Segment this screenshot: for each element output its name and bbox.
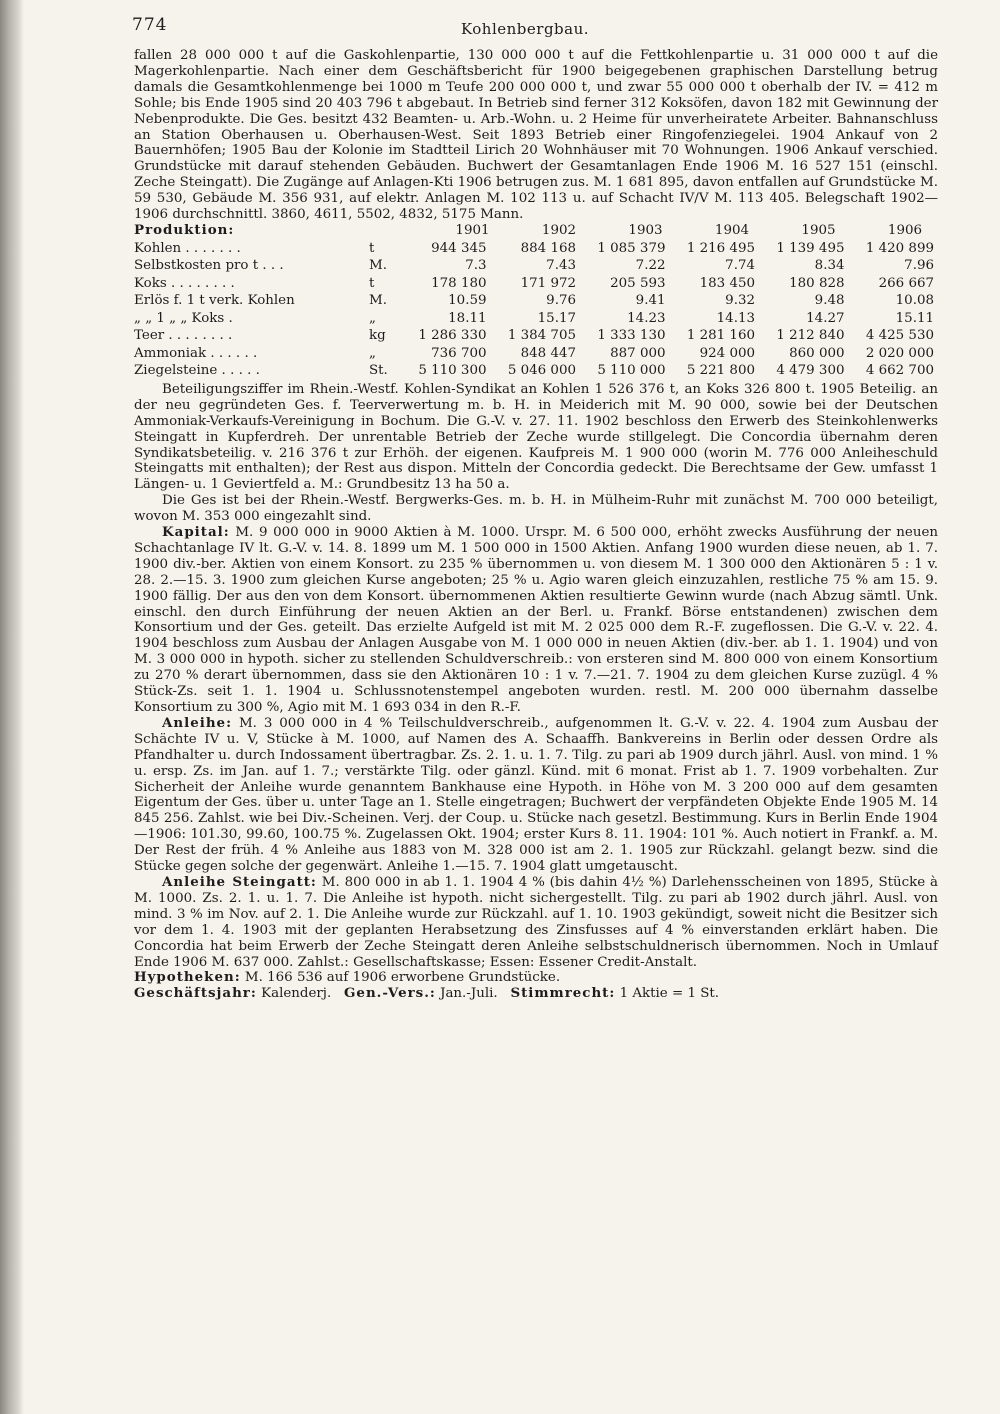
anleihe-paragraph bbox=[134, 716, 938, 875]
production-table bbox=[134, 241, 938, 381]
geschaeftsjahr-value: Kalenderj. bbox=[261, 986, 332, 1002]
production-value: 860 000 bbox=[789, 345, 845, 361]
anleihe-text: M. 3 000 000 in 4 % Teilschuldverschreib., aufgenommen lt. G.-V. v. 22. 4. 1904 zum Ausbau der Schächte IV u. V, Stücke à M. 1000, auf Namen des A. Schaaffh. Bankvereins in Berlin oder dessen Ordre als Pfandhalter u. durch Indossament übertragbar. Zs. 2. 1. u. 1. 7. Tilg. zu pari ab 1909 durch jährl. Ausl. von mind. 1 % u. ersp. Zs. im Jan. auf 1. 7.; verstärkte Tilg. oder gänzl. Künd. mit 6 monat. Frist ab 1. 7. 1909 vorbehalten. Zur Sicherheit der Anleihe wurde genanntem Bankhause eine Hypoth. in Höhe von M. 3 200 000 auf dem gesamten Eigentum der Ges. über u. unter Tage an 1. Stelle eingetragen; Buchwert der verpfändeten Objekte Ende 1905 M. 14 845 256. Zahlst. wie bei Div.-Scheinen. Verj. der Coup. u. Stücke nach gesetzl. Bestimmung. Kurs in Berlin Ende 1904—1906: 101.30, 99.60, 100.75 %. Zugelassen Okt. 1904; erster Kurs 8. 11. 1904: 101 %. Auch notiert in Frankf. a. M. Der Rest der früh. 4 % Anleihe aus 1883 von M. 328 000 ist am 2. 1. 1905 zur Rückzahl. gelangt bezw. sind die Stücke gegen solche der gegenwärt. Anleihe 1.—15. 7. 1904 glatt umgetauscht. bbox=[134, 715, 938, 875]
production-row-unit: M. bbox=[369, 293, 387, 309]
production-value: 1 139 495 bbox=[776, 240, 845, 256]
production-value: 178 180 bbox=[431, 275, 487, 291]
beteiligung-paragraph: Beteiligungsziffer im Rhein.-Westf. Kohlen-Syndikat an Kohlen 1 526 376 t, an Koks 326 800 t. 1905 Beteilig. an der neu gegründeten Ges. f. Teerverwertung m. b. H. in Meiderich mit M. 90 000, sowie bei der Deutschen Ammoniak-Verkaufs-Vereinigung in Bochum. Die G.-V. v. 27. 11. 1902 beschloss den Erwerb des Steinkohlenwerks Steingatt in Kupferdreh. Der unrentable Betrieb der Zeche wurde stillgelegt. Die Concordia übernahm deren Syndikatsbeteilig. v. 216 376 t zur Erhöh. der eigenen. Kaufpreis M. 1 900 000 (worin M. 776 000 Anleiheschuld Steingatts mit enthalten); der Rest aus dispon. Mitteln der Concordia gedeckt. Die Berechtsame der Gew. umfasst 1 Längen- u. 1 Geviertfeld a. M.: Grundbesitz 13 ha 50 a. bbox=[134, 381, 938, 493]
production-value: 887 000 bbox=[610, 345, 666, 361]
production-row bbox=[134, 346, 938, 364]
hypotheken-label: Hypotheken: bbox=[134, 969, 241, 986]
production-value: 5 110 000 bbox=[597, 363, 666, 379]
production-value: 884 168 bbox=[520, 240, 576, 256]
production-row-label: Erlös f. 1 t verk. Kohlen bbox=[134, 293, 295, 309]
production-value: 5 221 800 bbox=[686, 363, 755, 379]
production-value: 18.11 bbox=[448, 310, 487, 326]
production-row bbox=[134, 293, 938, 311]
production-value: 1 384 705 bbox=[507, 328, 576, 344]
production-row-unit: M. bbox=[369, 258, 387, 274]
page-header bbox=[112, 15, 938, 48]
production-value: 183 450 bbox=[699, 275, 755, 291]
production-years bbox=[401, 223, 938, 239]
production-value: 7.22 bbox=[635, 258, 666, 274]
intro-paragraph: fallen 28 000 000 t auf die Gaskohlenpartie, 130 000 000 t auf die Fettkohlenpartie u. 31 000 000 t auf die Magerkohlenpartie. Nach einer dem Geschäftsbericht für 1900 beigegebenen graphischen Darstellung betrug damals die Gesamtkohlenmenge bei 1000 m Teufe 200 000 000 t, und zwar 55 000 000 t oberhalb der IV. = 412 m Sohle; bis Ende 1905 sind 20 403 796 t abgebaut. In Betrieb sind ferner 312 Koksöfen, davon 182 mit Gewinnung der Nebenprodukte. Die Ges. besitzt 432 Beamten- u. Arb.-Wohn. u. 2 Heime für unverheiratete Arbeiter. Bahnanschluss an Station Oberhausen u. Oberhausen-West. Seit 1893 Betrieb einer Ringofenziegelei. 1904 Ankauf von 2 Bauernhöfen; 1905 Bau der Kolonie im Stadtteil Lirich 20 Wohnhäuser mit 70 Wohnungen. 1906 Ankauf verschied. Grundstücke mit darauf stehenden Gebäuden. Buchwert der Gesamtanlagen Ende 1906 M. 16 527 151 (einschl. Zeche Steingatt). Die Zugänge auf Anlagen-Kti 1906 betrugen zus. M. 1 681 895, davon entfallen auf Grundstücke M. 59 530, Gebäude M. 356 931, auf elektr. Anlagen M. 102 113 u. auf Schacht IV/V M. 113 405. Belegschaft 1902—1906 durchschnittl. 3860, 4611, 5502, 4832, 5175 Mann. bbox=[134, 48, 938, 223]
stimmrecht-value: 1 Aktie = 1 St. bbox=[619, 986, 720, 1002]
kapital-label: Kapital: bbox=[162, 524, 230, 541]
production-row-unit: „ bbox=[369, 310, 376, 326]
production-row bbox=[134, 363, 938, 381]
production-row-label: Selbstkosten pro t . . . bbox=[134, 258, 284, 274]
production-row-label: Ziegelsteine . . . . . bbox=[134, 363, 260, 379]
production-row-unit: t bbox=[369, 240, 375, 256]
production-value: 9.48 bbox=[814, 293, 845, 309]
production-value: 1 085 379 bbox=[597, 240, 666, 256]
production-value: 1 333 130 bbox=[597, 328, 666, 344]
production-value: 8.34 bbox=[814, 258, 845, 274]
book-binding-edge bbox=[0, 0, 24, 1414]
running-title: Kohlenbergbau. bbox=[460, 20, 590, 38]
production-value: 171 972 bbox=[520, 275, 576, 291]
production-row-unit: t bbox=[369, 275, 375, 291]
production-row-label: Kohlen . . . . . . . bbox=[134, 240, 241, 256]
production-value: 14.23 bbox=[627, 310, 666, 326]
year-header: 1906 bbox=[887, 222, 922, 238]
production-value: 9.41 bbox=[635, 293, 666, 309]
production-value: 9.76 bbox=[546, 293, 576, 309]
geschaeftsjahr-label: Geschäftsjahr: bbox=[134, 985, 257, 1002]
anleihe-steingatt-paragraph bbox=[134, 875, 938, 970]
production-value: 205 593 bbox=[610, 275, 666, 291]
year-header: 1902 bbox=[541, 222, 576, 238]
gen-vers-value: Jan.-Juli. bbox=[440, 986, 498, 1002]
kapital-paragraph bbox=[134, 525, 938, 716]
production-value: 5 046 000 bbox=[507, 363, 576, 379]
anleihe-steingatt-text: M. 800 000 in ab 1. 1. 1904 4 % (bis dahin 4½ %) Darlehensscheinen von 1895, Stücke à M. 1000. Zs. 2. 1. u. 1. 7. Die Anleihe ist hypoth. nicht sichergestellt. Tilg. zu pari ab 1902 durch jährl. Ausl. von mind. 3 % im Nov. auf 2. 1. Die Anleihe wurde zur Rückzahl. auf 1. 10. 1903 gekündigt, soweit nicht die Besitzer sich vor dem 1. 4. 1903 mit der geplanten Herabsetzung des Zinsfusses auf 4 % einverstanden erklärt haben. Die Concordia hat beim Erwerb der Zeche Steingatt deren Anleihe selbstschuldnerisch übernommen. Noch in Umlauf Ende 1906 M. 637 000. Zahlst.: Gesellschaftskasse; Essen: Essener Credit-Anstalt. bbox=[134, 874, 938, 970]
production-value: 15.11 bbox=[895, 310, 934, 326]
production-row bbox=[134, 258, 938, 276]
production-row bbox=[134, 311, 938, 329]
production-value: 1 281 160 bbox=[686, 328, 755, 344]
production-value: 1 420 899 bbox=[865, 240, 934, 256]
kapital-text: M. 9 000 000 in 9000 Aktien à M. 1000. Urspr. M. 6 500 000, erhöht zwecks Ausführung der neuen Schachtanlage IV lt. G.-V. v. 14. 8. 1899 um M. 1 500 000 in 1500 Aktien. Anfang 1900 wurden diese neuen, ab 1. 7. 1900 div.-ber. Aktien von einem Konsort. zu 235 % übernommen u. von diesem M. 1 300 000 den Aktionären 5 : 1 v. 28. 2.—15. 3. 1900 zum gleichen Kurse angeboten; 25 % u. Agio waren gleich einzuzahlen, restliche 75 % am 15. 9. 1900 fällig. Der aus den von dem Konsort. übernommenen Aktien resultierte Gewinn wurde (nach Abzug sämtl. Unk. einschl. den durch Einführung der neuen Aktien an der Berl. u. Frankf. Börse entstandenen) zwischen dem Konsortium und der Ges. geteilt. Das erzielte Aufgeld ist mit M. 2 025 000 dem R.-F. zugeflossen. Die G.-V. v. 22. 4. 1904 beschloss zum Ausbau der Anlagen Ausgabe von M. 1 000 000 in neuen Aktien (div.-ber. ab 1. 1. 1904) und von M. 3 000 000 in hypoth. sicher zu stellenden Schuldverschreib.: von ersteren sind M. 800 000 von einem Konsortium zu 270 % derart übernommen, dass sie den Aktionären 10 : 1 v. 7.—21. 7. 1904 zu dem gleichen Kurse zuzügl. 4 % Stück-Zs. seit 1. 1. 1904 u. Schlussnotenstempel angeboten wurden. restl. M. 200 000 übernahm dasselbe Konsortium zu 300 %, Agio mit M. 1 693 034 in den R.-F. bbox=[134, 525, 938, 715]
production-value: 924 000 bbox=[699, 345, 755, 361]
production-value: 15.17 bbox=[537, 310, 576, 326]
production-value: 736 700 bbox=[431, 345, 487, 361]
production-row-label: Ammoniak . . . . . . bbox=[134, 345, 258, 361]
production-value: 266 667 bbox=[878, 275, 934, 291]
anleihe-label: Anleihe: bbox=[162, 714, 233, 731]
production-value: 4 662 700 bbox=[865, 363, 934, 379]
production-heading-row bbox=[134, 223, 938, 239]
production-value: 10.59 bbox=[448, 293, 487, 309]
footer-line bbox=[134, 986, 938, 1002]
production-value: 5 110 300 bbox=[418, 363, 487, 379]
production-value: 944 345 bbox=[431, 240, 487, 256]
year-header: 1905 bbox=[801, 222, 836, 238]
production-value: 2 020 000 bbox=[865, 345, 934, 361]
production-value: 1 216 495 bbox=[686, 240, 755, 256]
production-row bbox=[134, 276, 938, 294]
page-content bbox=[112, 48, 938, 1002]
production-value: 10.08 bbox=[895, 293, 934, 309]
year-header: 1903 bbox=[628, 222, 663, 238]
production-row bbox=[134, 241, 938, 259]
production-value: 7.3 bbox=[465, 258, 487, 274]
production-value: 9.32 bbox=[725, 293, 755, 309]
production-row-label: Koks . . . . . . . . bbox=[134, 275, 235, 291]
document-page bbox=[112, 15, 938, 1002]
year-header: 1901 bbox=[455, 222, 490, 238]
gen-vers-label: Gen.-Vers.: bbox=[343, 985, 436, 1002]
page-number: 774 bbox=[132, 15, 168, 35]
production-heading: Produktion: bbox=[134, 221, 235, 238]
production-value: 7.96 bbox=[904, 258, 934, 274]
production-row-unit: kg bbox=[369, 328, 386, 344]
production-row bbox=[134, 328, 938, 346]
hypotheken-text: M. 166 536 auf 1906 erworbene Grundstücke. bbox=[244, 970, 561, 986]
production-value: 4 425 530 bbox=[865, 328, 934, 344]
production-value: 848 447 bbox=[520, 345, 576, 361]
production-value: 1 286 330 bbox=[418, 328, 487, 344]
production-value: 7.74 bbox=[725, 258, 755, 274]
production-row-label: „ „ 1 „ „ Koks . bbox=[134, 310, 233, 326]
stimmrecht-label: Stimmrecht: bbox=[510, 985, 616, 1002]
production-row-label: Teer . . . . . . . . bbox=[134, 328, 233, 344]
production-row-unit: St. bbox=[369, 363, 388, 379]
production-value: 4 479 300 bbox=[776, 363, 845, 379]
production-value: 7.43 bbox=[546, 258, 576, 274]
production-value: 14.27 bbox=[806, 310, 845, 326]
production-row-unit: „ bbox=[369, 345, 376, 361]
gesellschaft-paragraph: Die Ges ist bei der Rhein.-Westf. Bergwerks-Ges. m. b. H. in Mülheim-Ruhr mit zunächst M. 700 000 beteiligt, wovon M. 353 000 eingezahlt sind. bbox=[134, 493, 938, 525]
production-value: 1 212 840 bbox=[776, 328, 845, 344]
anleihe-steingatt-label: Anleihe Steingatt: bbox=[162, 873, 317, 890]
year-header: 1904 bbox=[714, 222, 749, 238]
hypotheken-paragraph bbox=[134, 970, 938, 986]
production-table-body bbox=[134, 241, 938, 381]
production-value: 14.13 bbox=[716, 310, 755, 326]
production-value: 180 828 bbox=[789, 275, 845, 291]
